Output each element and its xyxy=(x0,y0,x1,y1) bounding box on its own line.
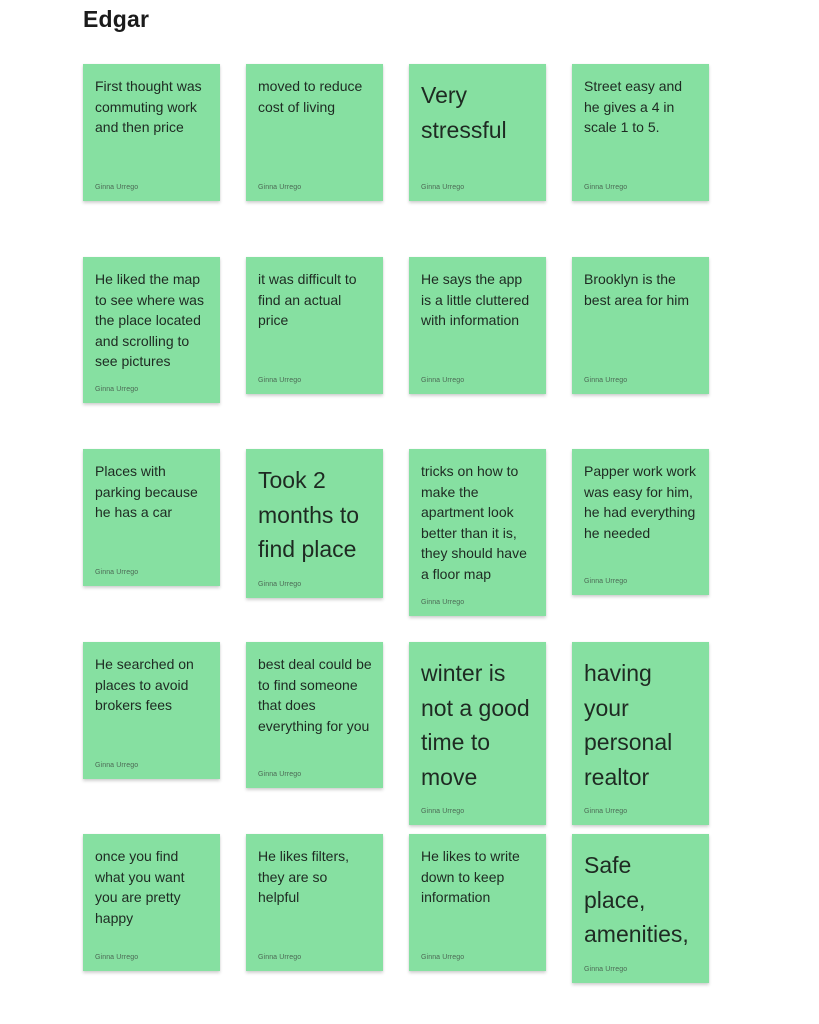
note-text: once you find what you want you are pretty happy xyxy=(95,848,185,926)
sticky-note[interactable] xyxy=(246,642,383,788)
note-text: Papper work work was easy for him, he had everything he needed xyxy=(584,463,697,541)
note-text: Street easy and he gives a 4 in scale 1 to 5. xyxy=(584,78,683,136)
page-title: Edgar xyxy=(83,6,150,32)
note-text: having your personal realtor xyxy=(584,660,673,790)
note-text: He likes to write down to keep information xyxy=(421,848,520,906)
note-author: Ginna Urrego xyxy=(421,184,465,191)
sticky-note[interactable] xyxy=(83,642,220,779)
note-text: winter is not a good time to move xyxy=(421,660,530,790)
note-author: Ginna Urrego xyxy=(95,954,139,961)
sticky-note[interactable] xyxy=(83,449,220,586)
note-text: Safe place, amenities, xyxy=(584,852,689,947)
note-author: Ginna Urrego xyxy=(258,771,302,778)
note-author: Ginna Urrego xyxy=(95,762,139,769)
note-author: Ginna Urrego xyxy=(421,377,465,384)
sticky-note[interactable] xyxy=(83,64,220,201)
sticky-note[interactable] xyxy=(572,834,709,983)
note-text: best deal could be to find someone that does everything for you xyxy=(258,656,372,734)
note-text: He says the app is a little cluttered with information xyxy=(421,271,530,329)
sticky-note[interactable] xyxy=(572,642,709,825)
sticky-note[interactable] xyxy=(246,449,383,598)
sticky-note[interactable] xyxy=(409,642,546,825)
note-author: Ginna Urrego xyxy=(95,184,139,191)
note-text: Took 2 months to find place xyxy=(258,467,359,562)
note-text: Very stressful xyxy=(421,82,507,143)
note-author: Ginna Urrego xyxy=(584,966,628,973)
note-author: Ginna Urrego xyxy=(95,569,139,576)
note-author: Ginna Urrego xyxy=(584,184,628,191)
sticky-note[interactable] xyxy=(246,64,383,201)
note-text: Places with parking because he has a car xyxy=(95,463,198,521)
sticky-note[interactable] xyxy=(409,834,546,971)
note-text: First thought was commuting work and then price xyxy=(95,78,202,136)
note-text: He liked the map to see where was the place located and scrolling to see pictures xyxy=(95,271,204,370)
sticky-note[interactable] xyxy=(246,257,383,394)
note-author: Ginna Urrego xyxy=(421,599,465,606)
note-author: Ginna Urrego xyxy=(584,808,628,815)
note-author: Ginna Urrego xyxy=(258,184,302,191)
note-text: tricks on how to make the apartment look better than it is, they should have a floor map xyxy=(421,463,527,582)
sticky-note[interactable] xyxy=(409,64,546,201)
note-text: He searched on places to avoid brokers fees xyxy=(95,656,194,714)
note-author: Ginna Urrego xyxy=(421,954,465,961)
note-text: He likes filters, they are so helpful xyxy=(258,848,350,906)
sticky-note[interactable] xyxy=(572,449,709,595)
note-text: moved to reduce cost of living xyxy=(258,78,363,115)
note-text: Brooklyn is the best area for him xyxy=(584,271,690,308)
note-author: Ginna Urrego xyxy=(95,386,139,393)
sticky-note[interactable] xyxy=(246,834,383,971)
note-text: it was difficult to find an actual price xyxy=(258,271,357,329)
note-author: Ginna Urrego xyxy=(258,954,302,961)
sticky-note[interactable] xyxy=(83,834,220,971)
note-author: Ginna Urrego xyxy=(258,377,302,384)
sticky-note[interactable] xyxy=(572,257,709,394)
note-author: Ginna Urrego xyxy=(584,377,628,384)
sticky-note[interactable] xyxy=(83,257,220,403)
note-author: Ginna Urrego xyxy=(258,581,302,588)
note-author: Ginna Urrego xyxy=(421,808,465,815)
note-author: Ginna Urrego xyxy=(584,578,628,585)
sticky-note[interactable] xyxy=(572,64,709,201)
sticky-note[interactable] xyxy=(409,449,546,616)
sticky-note[interactable] xyxy=(409,257,546,394)
